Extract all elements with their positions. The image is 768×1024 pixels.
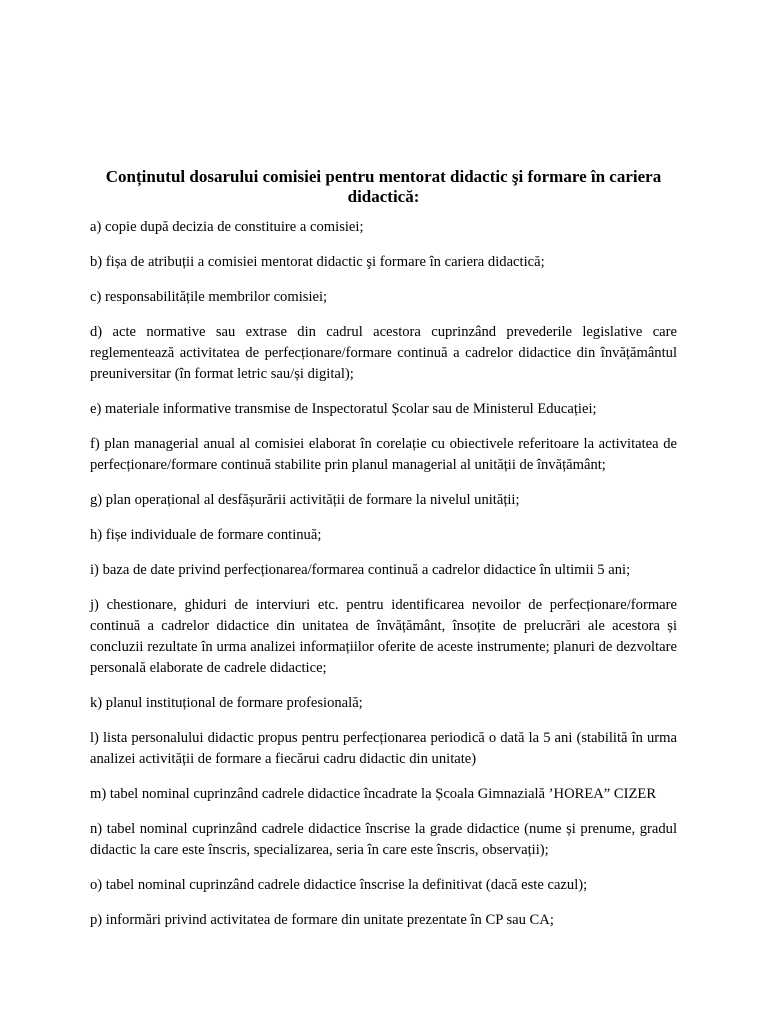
- document-title: Conținutul dosarului comisiei pentru mentorat didactic şi formare în cariera didactică:: [105, 167, 662, 206]
- list-item-h: h) fișe individuale de formare continuă;: [90, 527, 322, 543]
- list-item-d: d) acte normative sau extrase din cadrul acestora cuprinzând prevederile legislative care reglementează activitatea de perfecționare/formare continuă a cadrelor didactice din învățământul preuniversitar (în format letric sau/și digital);: [90, 324, 677, 382]
- list-item-f: f) plan managerial anual al comisiei elaborat în corelație cu obiectivele referitoare la activitatea de perfecționare/formare continuă stabilite prin planul managerial al unității de învățământ;: [90, 436, 677, 473]
- list-item-e: e) materiale informative transmise de Inspectoratul Școlar sau de Ministerul Educației;: [90, 401, 597, 417]
- list-item-k: k) planul instituțional de formare profesională;: [90, 695, 363, 711]
- list-item-o: o) tabel nominal cuprinzând cadrele didactice înscrise la definitivat (dacă este cazul);: [90, 877, 588, 893]
- list-item-b: b) fișa de atribuții a comisiei mentorat didactic şi formare în cariera didactică;: [90, 254, 545, 270]
- document-page: [90, 167, 677, 945]
- list-item-a: a) copie după decizia de constituire a comisiei;: [90, 219, 364, 235]
- list-item-j: j) chestionare, ghiduri de interviuri etc. pentru identificarea nevoilor de perfecționare/formare continuă a cadrelor didactice din unitatea de învățământ, însoțite de prelucrări ale acestora și concluzii rezultate în urma analizei informațiilor oferite de aceste instrumente; planuri de dezvoltare personală elaborate de cadrele didactice;: [90, 597, 677, 676]
- list-item-p: p) informări privind activitatea de formare din unitate prezentate în CP sau CA;: [90, 912, 554, 928]
- list-item-l: l) lista personalului didactic propus pentru perfecționarea periodică o dată la 5 ani (stabilită în urma analizei activității de formare a fiecărui cadru didactic din unitate): [90, 730, 677, 767]
- list-item-n: n) tabel nominal cuprinzând cadrele didactice înscrise la grade didactice (nume și prenume, gradul didactic la care este înscris, specializarea, seria în care este înscris, observații);: [90, 821, 677, 858]
- list-item-c: c) responsabilitățile membrilor comisiei;: [90, 289, 328, 305]
- list-item-g: g) plan operațional al desfășurării activității de formare la nivelul unității;: [90, 492, 520, 508]
- list-item-i: i) baza de date privind perfecționarea/formarea continuă a cadrelor didactice în ultimii 5 ani;: [90, 562, 631, 578]
- list-item-m: m) tabel nominal cuprinzând cadrele didactice încadrate la Școala Gimnazială ’HOREA” CIZER: [90, 786, 657, 802]
